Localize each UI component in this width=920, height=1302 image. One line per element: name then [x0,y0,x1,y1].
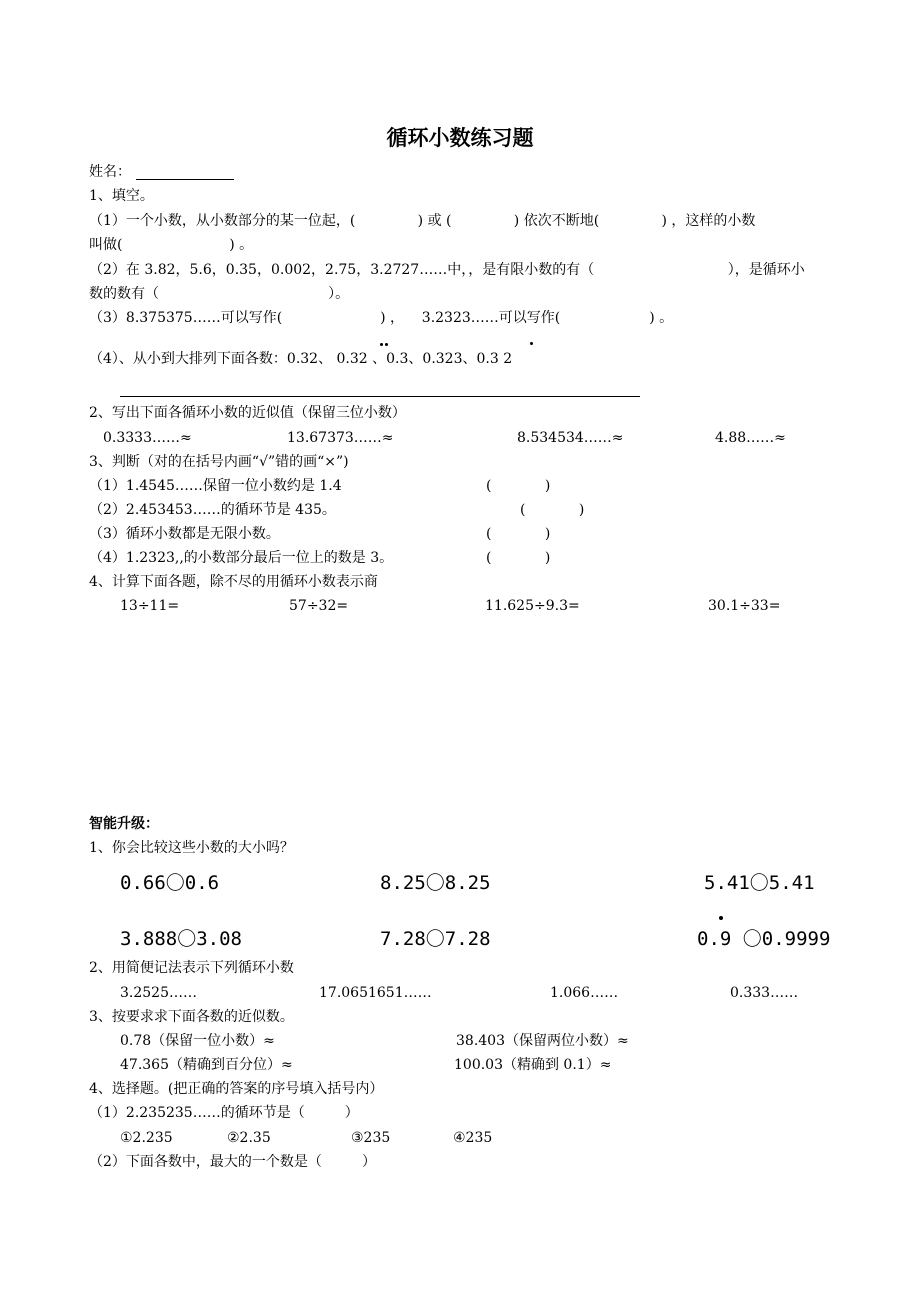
repeat-dot-mark [530,342,533,345]
judge-answer-paren[interactable]: ( ) [486,550,551,566]
part1-q1-1-line1: （1）一个小数，从小数部分的某一位起，( ) 或 ( ) 依次不断地( ) ，这样的小数 [89,213,756,229]
judge-answer-paren[interactable]: ( ) [486,478,551,494]
judge-statement: （3）循环小数都是无限小数。 [89,526,280,542]
rounding-item: 47.365（精确到百分位）≈ [120,1057,293,1073]
part2-q1-heading: 1、你会比较这些小数的大小吗？ [89,840,294,856]
part1-q1-1-line2: 叫做( ) 。 [89,237,254,253]
part1-q1-2-line2: 数的数有（ ）。 [89,286,350,302]
choice-option[interactable]: ②2.35 [227,1130,271,1146]
judge-statement: （1）1.4545……保留一位小数约是 1.4 [89,478,342,494]
division-problem: 57÷32= [289,598,349,614]
name-blank-line[interactable] [136,179,234,180]
part1-q3-heading: 3、判断（对的在括号内画“√”错的画“×”) [89,454,349,470]
rounding-item: 100.03（精确到 0.1）≈ [454,1057,612,1073]
part1-q2-heading: 2、写出下面各循环小数的近似值（保留三位小数） [89,405,406,421]
repeat-dot-mark [719,916,723,920]
choice-question-1: （1）2.235235……的循环节是（ ） [89,1105,359,1121]
choice-option[interactable]: ①2.235 [120,1130,173,1146]
rounding-item: 0.78（保留一位小数）≈ [120,1033,275,1049]
judge-answer-paren[interactable]: ( ) [486,526,551,542]
compare-item[interactable]: 3.888〇3.08 [120,928,242,950]
part1-q1-3: （3）8.375375……可以写作( ) ， 3.2323……可以写作( ) 。 [89,310,674,326]
judge-statement: （2）2.453453……的循环节是 435。 [89,502,336,518]
notation-item: 1.066…… [550,985,619,1001]
part1-q4-heading: 4、计算下面各题，除不尽的用循环小数表示商 [89,574,378,590]
choice-option[interactable]: ③235 [351,1130,391,1146]
judge-statement: （4）1.2323,,的小数部分最后一位上的数是 3。 [89,550,394,566]
page-title: 循环小数练习题 [386,125,534,150]
repeat-dot-mark [380,343,383,346]
approx-item: 4.88……≈ [715,430,786,446]
compare-item[interactable]: 8.25〇8.25 [380,872,491,894]
division-problem: 11.625÷9.3= [485,598,580,614]
compare-item[interactable]: 0.9 〇0.9999 [697,928,831,950]
part2-q2-heading: 2、用简便记法表示下列循环小数 [89,960,294,976]
name-label: 姓名： [89,164,131,180]
notation-item: 0.333…… [730,985,799,1001]
compare-item[interactable]: 7.28〇7.28 [380,928,491,950]
notation-item: 17.0651651…… [319,985,432,1001]
part1-q1-heading: 1、填空。 [89,188,154,204]
part2-q4-heading: 4、选择题。(把正确的答案的序号填入括号内） [89,1081,384,1097]
answer-blank-line[interactable] [120,396,640,397]
part2-q3-heading: 3、按要求求下面各数的近似数。 [89,1009,294,1025]
section-heading-advanced: 智能升级： [89,816,159,832]
part1-q1-4: （4）、从小到大排列下面各数：0.32、 0.32 、0.3、0.323、0.3 2 [89,351,513,367]
compare-item[interactable]: 5.41〇5.41 [704,872,815,894]
compare-item[interactable]: 0.66〇0.6 [120,872,220,894]
choice-question-2: （2）下面各数中，最大的一个数是（ ） [89,1154,376,1170]
rounding-item: 38.403（保留两位小数）≈ [456,1033,629,1049]
approx-item: 8.534534……≈ [517,430,624,446]
approx-item: 13.67373……≈ [287,430,394,446]
part1-q1-2-line1: （2）在 3.82，5.6，0.35，0.002，2.75，3.2727……中，，是有限小数的有（ ），是循环小 [89,262,805,278]
division-problem: 13÷11= [120,598,180,614]
choice-option[interactable]: ④235 [453,1130,493,1146]
division-problem: 30.1÷33= [708,598,781,614]
judge-answer-paren[interactable]: ( ) [520,502,585,518]
approx-item: 0.3333……≈ [103,430,192,446]
repeat-dot-mark [385,343,388,346]
notation-item: 3.2525…… [120,985,197,1001]
